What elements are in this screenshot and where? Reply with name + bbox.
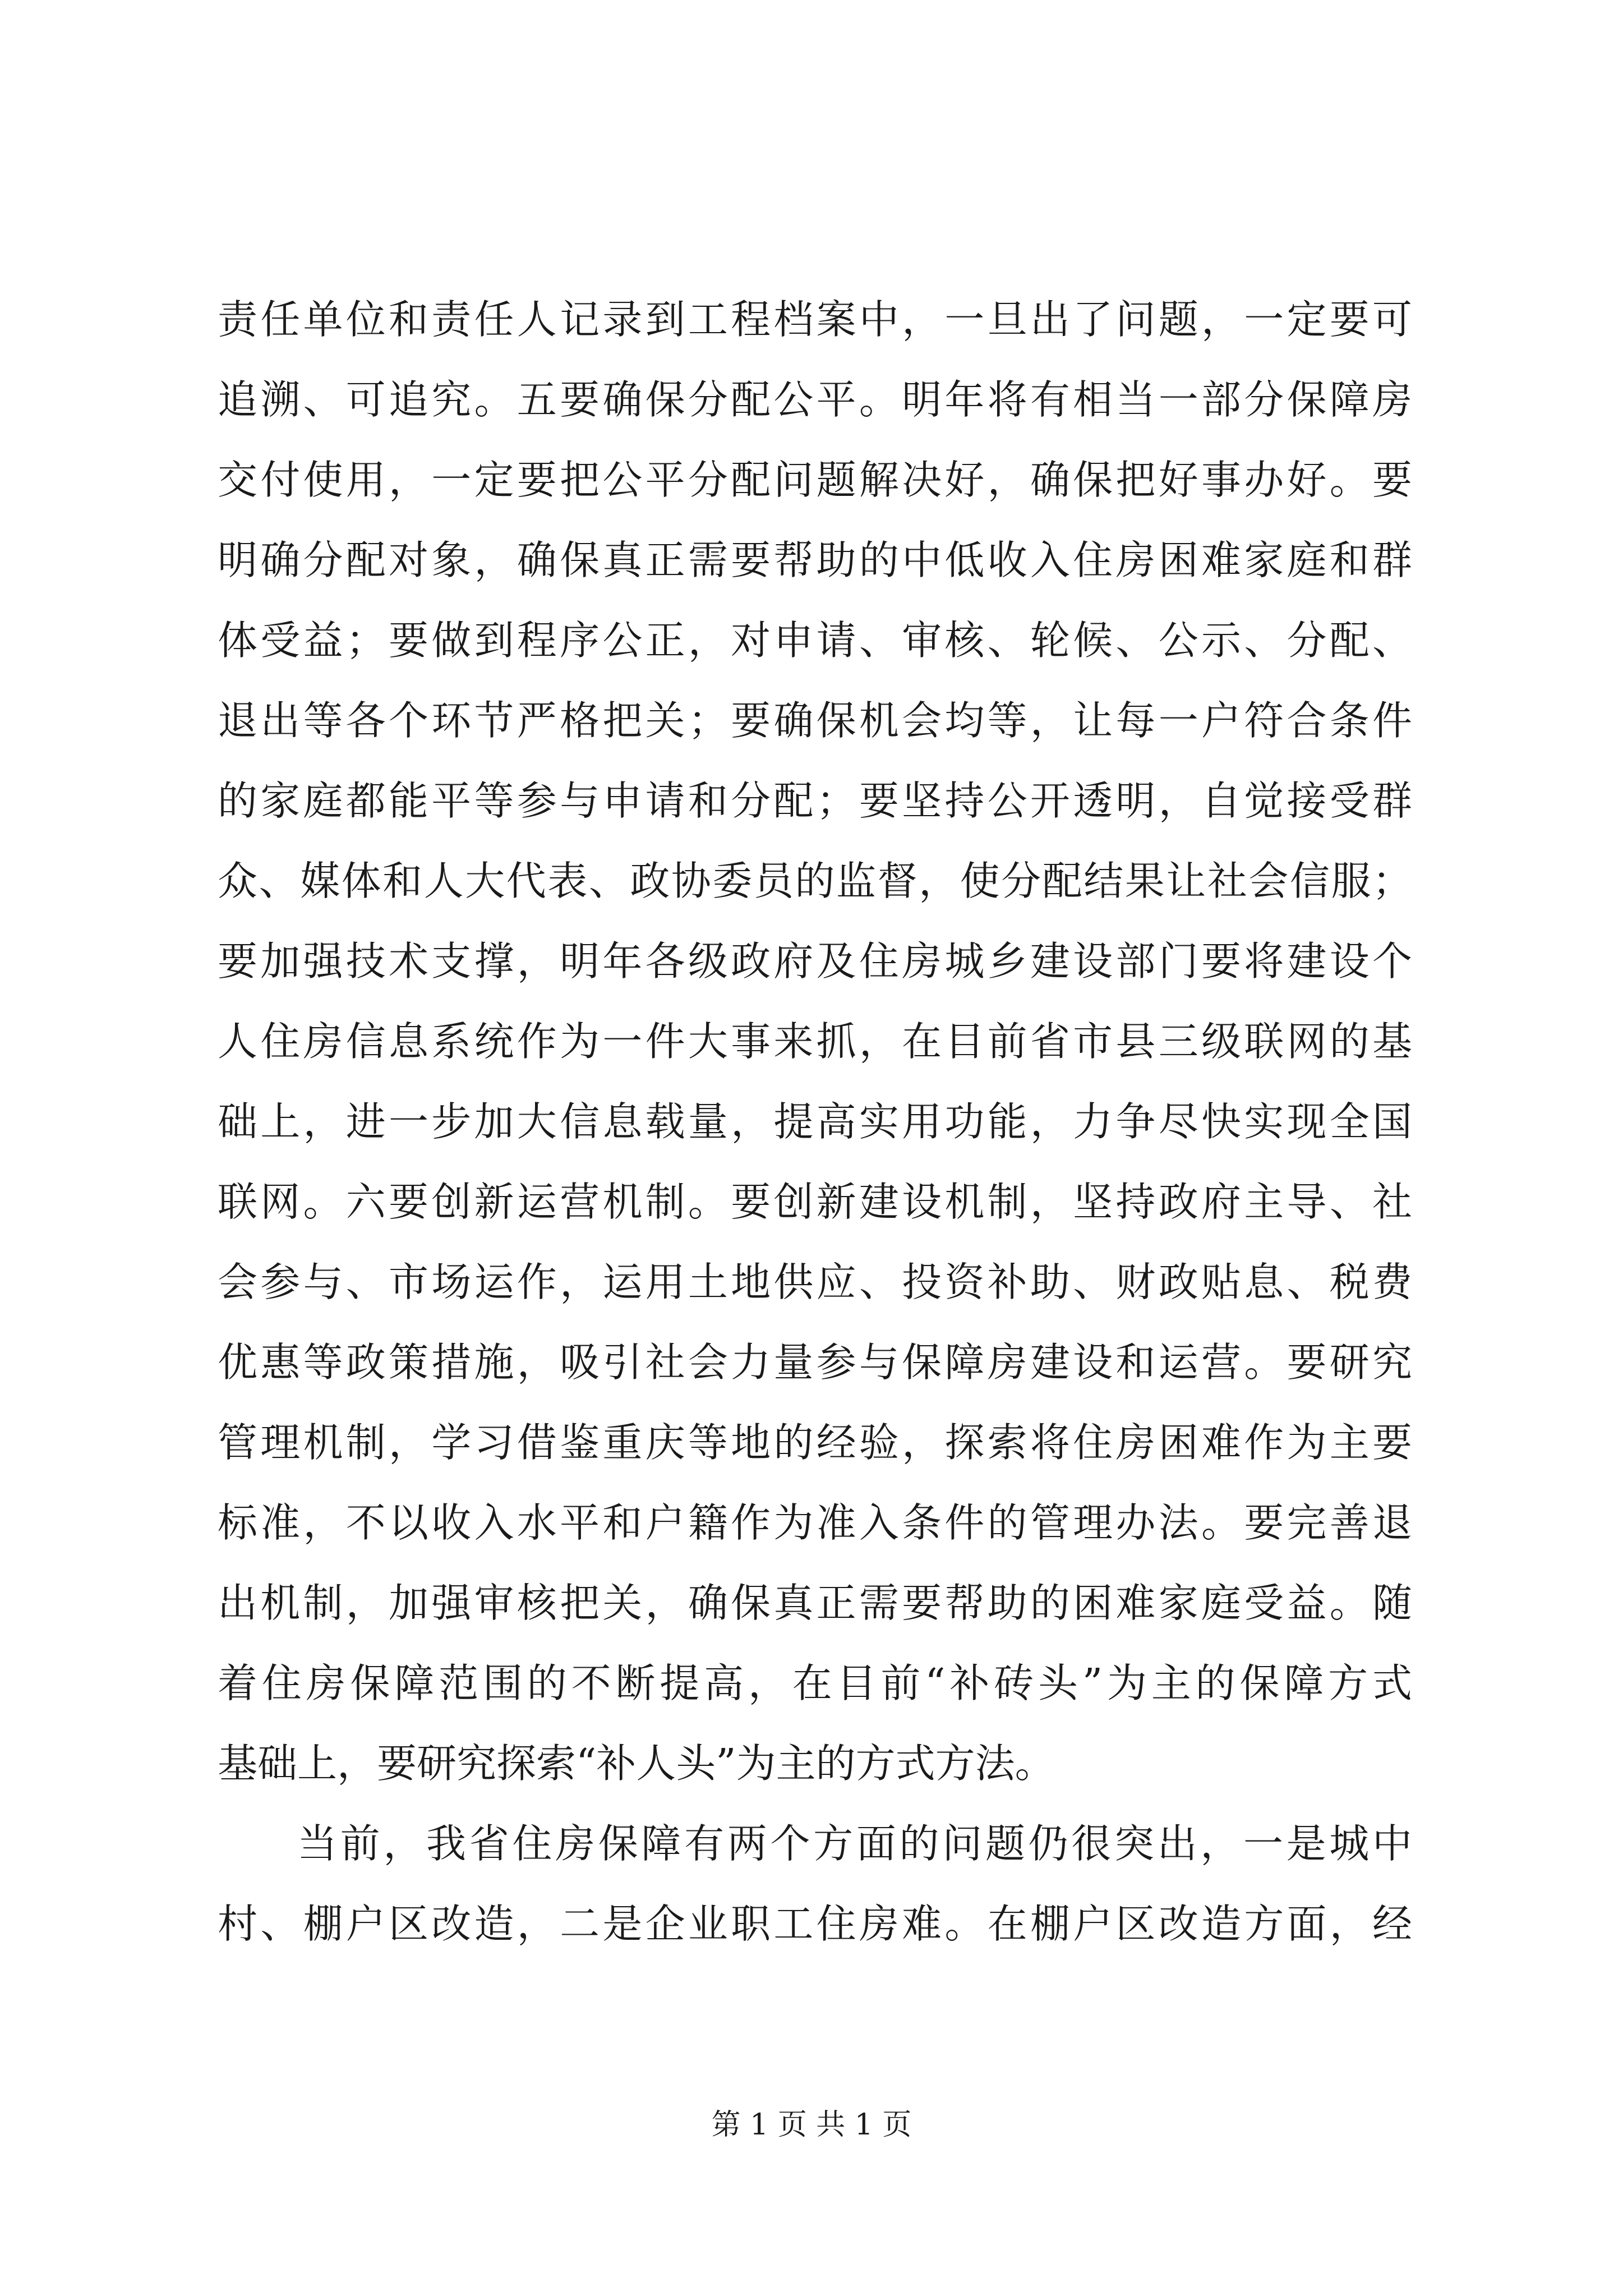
- text-line: 追溯、可追究。五要确保分配公平。明年将有相当一部分保障房: [218, 376, 1412, 423]
- text-line: 标准，不以收入水平和户籍作为准入条件的管理办法。要完善退: [218, 1499, 1412, 1546]
- text-line: 的家庭都能平等参与申请和分配；要坚持公开透明，自觉接受群: [218, 777, 1412, 824]
- text-line: 出机制，加强审核把关，确保真正需要帮助的困难家庭受益。随: [218, 1580, 1412, 1626]
- text-line: 着住房保障范围的不断提高，在目前“补砖头”为主的保障方式: [218, 1660, 1412, 1706]
- text-line: 当前，我省住房保障有两个方面的问题仍很突出，一是城中: [297, 1820, 1412, 1867]
- text-line: 优惠等政策措施，吸引社会力量参与保障房建设和运营。要研究: [218, 1339, 1412, 1386]
- text-line: 交付使用，一定要把公平分配问题解决好，确保把好事办好。要: [218, 457, 1412, 503]
- text-line: 体受益；要做到程序公正，对申请、审核、轮候、公示、分配、: [218, 617, 1412, 664]
- text-line: 联网。六要创新运营机制。要创新建设机制，坚持政府主导、社: [218, 1179, 1412, 1225]
- text-line: 人住房信息系统作为一件大事来抓，在目前省市县三级联网的基: [218, 1018, 1412, 1065]
- text-line: 要加强技术支撑，明年各级政府及住房城乡建设部门要将建设个: [218, 938, 1412, 984]
- text-line: 村、棚户区改造，二是企业职工住房难。在棚户区改造方面，经: [218, 1901, 1412, 1947]
- text-line: 明确分配对象，确保真正需要帮助的中低收入住房困难家庭和群: [218, 537, 1412, 583]
- text-line: 础上，进一步加大信息载量，提高实用功能，力争尽快实现全国: [218, 1098, 1412, 1145]
- text-line: 责任单位和责任人记录到工程档案中，一旦出了问题，一定要可: [218, 296, 1412, 343]
- text-line: 众、媒体和人大代表、政协委员的监督，使分配结果让社会信服；: [218, 858, 1412, 904]
- text-line: 管理机制，学习借鉴重庆等地的经验，探索将住房困难作为主要: [218, 1419, 1412, 1466]
- text-line: 基础上，要研究探索“补人头”为主的方式方法。: [218, 1740, 1055, 1787]
- text-line: 会参与、市场运作，运用土地供应、投资补助、财政贴息、税费: [218, 1259, 1412, 1305]
- document-body: [218, 279, 1412, 1964]
- text-line: 退出等各个环节严格把关；要确保机会均等，让每一户符合条件: [218, 697, 1412, 744]
- page-number-footer: 第 1 页 共 1 页: [711, 2108, 912, 2142]
